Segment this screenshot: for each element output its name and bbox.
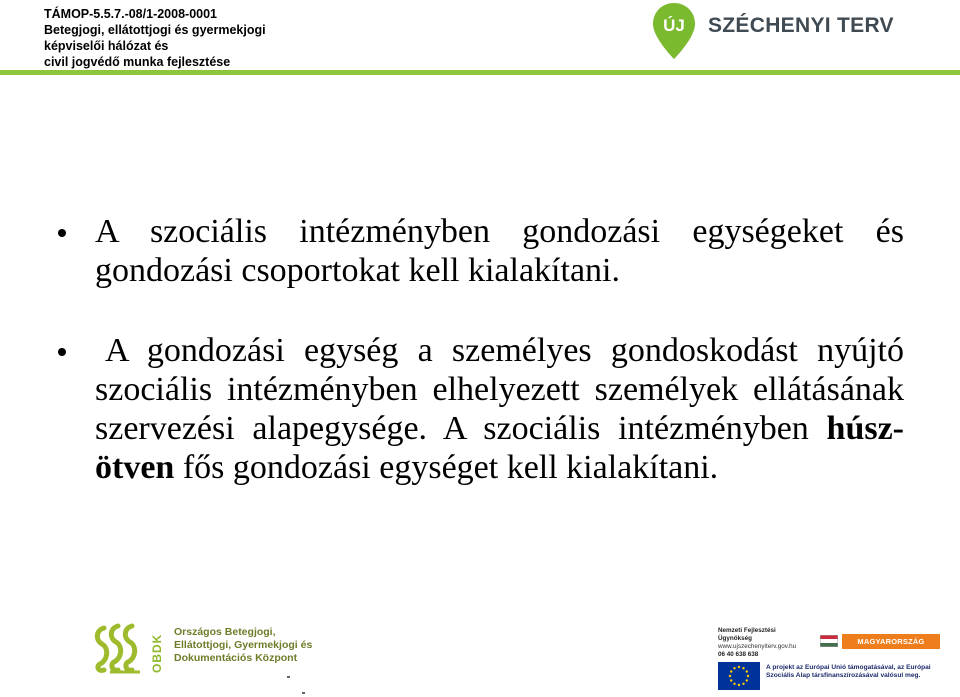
eu-flag-icon bbox=[718, 662, 760, 690]
obdk-line-3: Dokumentációs Központ bbox=[174, 652, 298, 665]
bullet-dot-icon bbox=[58, 348, 66, 356]
bullet-text: A szociális intézményben gondozási egységeket és gondozási csoportokat kell kialakítani. bbox=[95, 213, 904, 289]
header-divider bbox=[0, 70, 960, 75]
bullet-text-end: fős gondozási egységet kell kialakítani. bbox=[174, 449, 719, 486]
bullet-text-bold: húsz-ötven bbox=[95, 410, 904, 486]
obdk-name bbox=[174, 626, 312, 666]
agency-info bbox=[718, 627, 810, 659]
logo-badge-text: ÚJ bbox=[663, 16, 685, 35]
obdk-line-1: Országos Betegjogi, bbox=[174, 626, 276, 638]
obdk-acronym: OBDK bbox=[150, 633, 164, 673]
hungary-flag-icon bbox=[820, 635, 838, 647]
bullet-item bbox=[58, 212, 904, 290]
szechenyi-terv-logo bbox=[652, 2, 902, 64]
obdk-logo bbox=[92, 620, 312, 692]
logo-name: SZÉCHENYI TERV bbox=[708, 14, 894, 37]
stray-mark bbox=[287, 676, 290, 678]
agency-phone: 06 40 638 638 bbox=[718, 651, 759, 658]
project-code: TÁMOP-5.5.7.-08/1-2008-0001 bbox=[44, 7, 218, 21]
eu-funding-block bbox=[718, 627, 940, 695]
eu-funding-text: A projekt az Európai Unió támogatásával, az Európai Szociális Alap társfinanszírozásával valósul meg. bbox=[766, 664, 931, 680]
project-header bbox=[44, 6, 266, 70]
hungary-badge: MAGYARORSZÁG MEGÚJUL bbox=[842, 634, 940, 649]
bullet-text-start: A gondozási egység a személyes gondoskodást nyújtó szociális intézményben elhelyezett személyek ellátásának szervezési alapegysége. A szociális intézményben bbox=[95, 332, 904, 447]
slide-body bbox=[58, 212, 904, 487]
bullet-item bbox=[58, 331, 904, 487]
project-title-line-2: képviselői hálózat és bbox=[44, 39, 169, 53]
project-title-line-3: civil jogvédő munka fejlesztése bbox=[44, 55, 231, 69]
agency-web: www.ujszechenyiterv.gov.hu bbox=[718, 643, 797, 650]
project-title-line-1: Betegjogi, ellátottjogi és gyermekjogi bbox=[44, 23, 266, 37]
stray-mark bbox=[302, 692, 305, 694]
bullet-dot-icon bbox=[58, 229, 66, 237]
obdk-line-2: Ellátottjogi, Gyermekjogi és bbox=[174, 639, 313, 652]
agency-name: Nemzeti Fejlesztési Ügynökség bbox=[718, 627, 776, 642]
map-pin-icon bbox=[652, 2, 696, 60]
